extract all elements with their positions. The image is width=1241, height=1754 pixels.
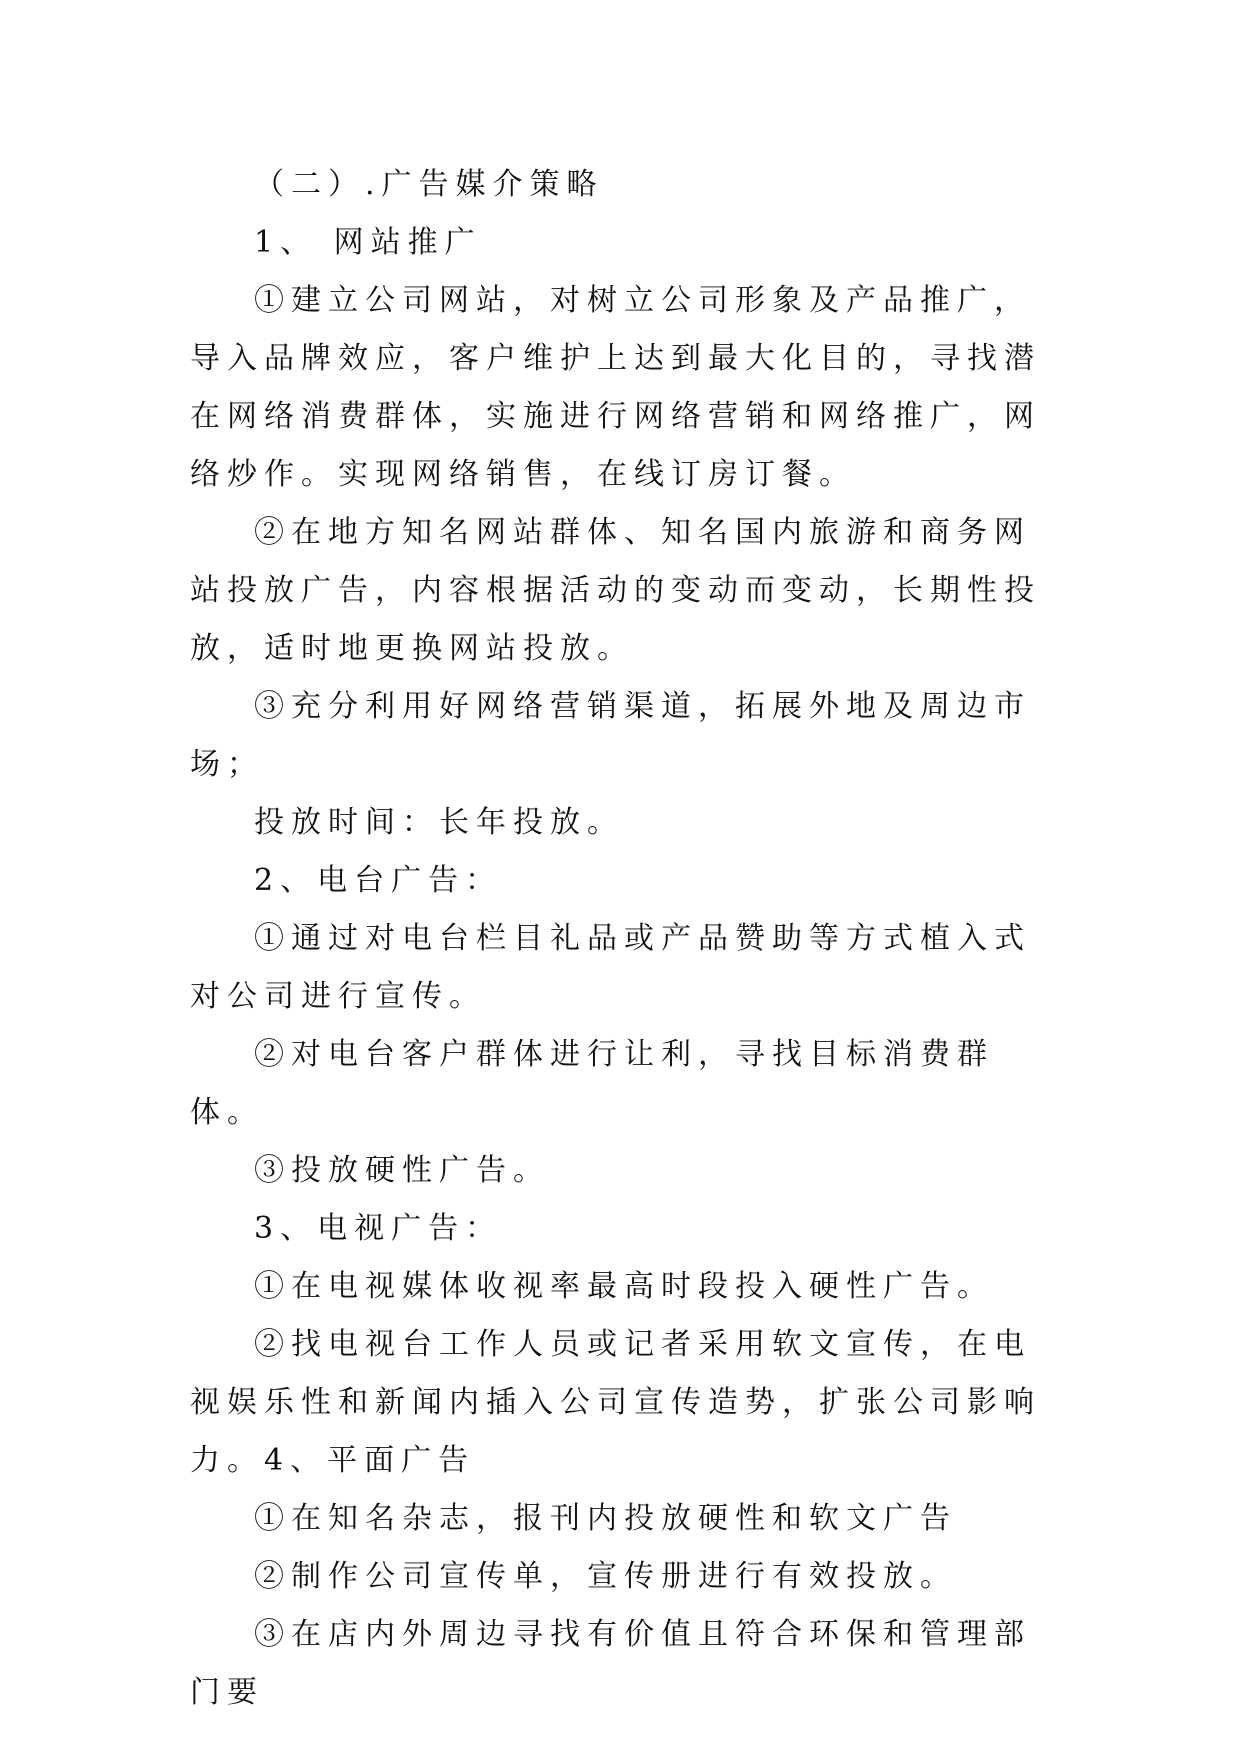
paragraph-radio-item-2: ②对电台客户群体进行让利，寻找目标消费群体。 <box>190 1037 994 1130</box>
section-heading-media-strategy: （二）.广告媒介策略 <box>254 167 604 202</box>
paragraph-radio-item-3: ③投放硬性广告。 <box>254 1153 550 1188</box>
subheading-radio-ads: 2、电台广告： <box>254 863 503 898</box>
paragraph-tv-item-2: ②找电视台工作人员或记者采用软文宣传，在电视娱乐性和新闻内插入公司宣传造势，扩张公司影响力。4、平面广告 <box>190 1327 1041 1478</box>
paragraph-tv-item-1: ①在电视媒体收视率最高时段投入硬性广告。 <box>254 1269 994 1304</box>
paragraph-website-item-2: ②在地方知名网站群体、知名国内旅游和商务网站投放广告，内容根据活动的变动而变动，长期性投放，适时地更换网站投放。 <box>190 515 1041 666</box>
paragraph-radio-item-1: ①通过对电台栏目礼品或产品赞助等方式植入式对公司进行宣传。 <box>190 921 1031 1014</box>
paragraph-print-item-1: ①在知名杂志，报刊内投放硬性和软文广告 <box>254 1501 957 1536</box>
subheading-tv-ads: 3、电视广告： <box>254 1211 503 1246</box>
subheading-website-promotion: 1、 网站推广 <box>254 225 482 260</box>
paragraph-website-item-3: ③充分利用好网络营销渠道，拓展外地及周边市场； <box>190 689 1031 782</box>
document-body <box>190 156 1050 1722</box>
paragraph-print-item-3: ③在店内外周边寻找有价值且符合环保和管理部门要 <box>190 1617 1031 1710</box>
paragraph-placement-time: 投放时间：长年投放。 <box>254 805 624 840</box>
paragraph-print-item-2: ②制作公司宣传单，宣传册进行有效投放。 <box>254 1559 957 1594</box>
paragraph-website-item-1: ①建立公司网站，对树立公司形象及产品推广，导入品牌效应，客户维护上达到最大化目的，寻找潜在网络消费群体，实施进行网络营销和网络推广，网络炒作。实现网络销售，在线订房订餐。 <box>190 283 1041 492</box>
